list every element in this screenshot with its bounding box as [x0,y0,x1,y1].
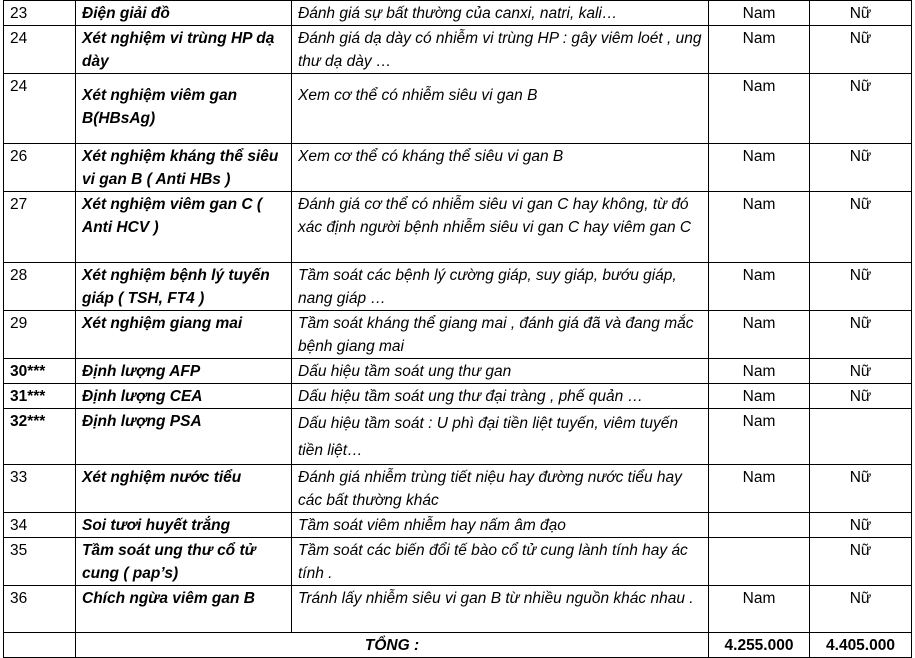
female-cell: Nữ [810,263,912,311]
table-row [4,26,912,74]
test-description: Tầm soát các biến đổi tế bào cổ tử cung lành tính hay ác tính . [292,538,709,586]
test-name: Xét nghiệm giang mai [76,311,292,359]
test-name: Xét nghiệm viêm gan C ( Anti HCV ) [76,192,292,263]
table-row [4,192,912,263]
test-description: Dấu hiệu tầm soát : U phì đại tiền liệt tuyến, viêm tuyến tiền liệt… [292,409,709,465]
female-cell: Nữ [810,384,912,409]
test-name: Định lượng AFP [76,359,292,384]
row-number: 33 [4,465,76,513]
total-row [4,633,912,658]
table-row [4,359,912,384]
test-name: Định lượng PSA [76,409,292,465]
test-name: Xét nghiệm viêm gan B(HBsAg) [76,74,292,144]
female-cell: Nữ [810,586,912,633]
row-number: 26 [4,144,76,192]
test-description: Dấu hiệu tầm soát ung thư đại tràng , phế quản … [292,384,709,409]
table-row [4,384,912,409]
female-cell: Nữ [810,359,912,384]
male-cell: Nam [709,311,810,359]
male-cell: Nam [709,359,810,384]
table-row [4,586,912,633]
table-row [4,74,912,144]
row-number: 36 [4,586,76,633]
male-cell: Nam [709,1,810,26]
row-number: 23 [4,1,76,26]
male-cell: Nam [709,409,810,465]
test-name: Soi tươi huyết trắng [76,513,292,538]
female-cell [810,409,912,465]
test-description: Tầm soát các bệnh lý cường giáp, suy giáp, bướu giáp, nang giáp … [292,263,709,311]
female-cell: Nữ [810,311,912,359]
female-cell: Nữ [810,26,912,74]
row-number: 30*** [4,359,76,384]
total-label: TỔNG : [76,633,709,658]
female-cell: Nữ [810,144,912,192]
row-number: 34 [4,513,76,538]
table-row [4,263,912,311]
female-cell: Nữ [810,192,912,263]
male-cell [709,538,810,586]
row-number: 31*** [4,384,76,409]
test-description: Tầm soát viêm nhiễm hay nấm âm đạo [292,513,709,538]
male-cell: Nam [709,465,810,513]
test-description: Đánh giá sự bất thường của canxi, natri, kali… [292,1,709,26]
row-number: 29 [4,311,76,359]
male-cell: Nam [709,384,810,409]
male-cell: Nam [709,74,810,144]
female-cell: Nữ [810,538,912,586]
female-cell: Nữ [810,74,912,144]
table-row [4,465,912,513]
male-cell: Nam [709,26,810,74]
table-row [4,409,912,465]
male-cell: Nam [709,263,810,311]
test-description: Đánh giá cơ thể có nhiễm siêu vi gan C hay không, từ đó xác định người bệnh nhiễm siêu vi gan C hay viêm gan C [292,192,709,263]
test-description: Xem cơ thể có kháng thể siêu vi gan B [292,144,709,192]
total-female: 4.405.000 [810,633,912,658]
male-cell: Nam [709,586,810,633]
table-row [4,311,912,359]
male-cell: Nam [709,144,810,192]
test-name: Xét nghiệm vi trùng HP dạ dày [76,26,292,74]
test-name: Điện giải đồ [76,1,292,26]
test-description: Đánh giá dạ dày có nhiễm vi trùng HP : gây viêm loét , ung thư dạ dày … [292,26,709,74]
total-blank-cell [4,633,76,658]
test-name: Xét nghiệm kháng thể siêu vi gan B ( Anti HBs ) [76,144,292,192]
test-description: Tầm soát kháng thể giang mai , đánh giá đã và đang mắc bệnh giang mai [292,311,709,359]
table-row [4,538,912,586]
test-description: Đánh giá nhiễm trùng tiết niệu hay đường nước tiểu hay các bất thường khác [292,465,709,513]
female-cell: Nữ [810,513,912,538]
row-number: 24 [4,26,76,74]
row-number: 32*** [4,409,76,465]
test-name: Xét nghiệm bệnh lý tuyến giáp ( TSH, FT4 ) [76,263,292,311]
female-cell: Nữ [810,1,912,26]
female-cell: Nữ [810,465,912,513]
test-description: Xem cơ thể có nhiễm siêu vi gan B [292,74,709,144]
test-name: Xét nghiệm nước tiểu [76,465,292,513]
test-name: Định lượng CEA [76,384,292,409]
test-name: Tầm soát ung thư cổ tử cung ( pap’s) [76,538,292,586]
table-row [4,144,912,192]
test-name: Chích ngừa viêm gan B [76,586,292,633]
price-table [3,0,912,658]
male-cell: Nam [709,192,810,263]
table-row [4,513,912,538]
table-row [4,1,912,26]
row-number: 24 [4,74,76,144]
test-description: Dấu hiệu tầm soát ung thư gan [292,359,709,384]
test-description: Tránh lấy nhiễm siêu vi gan B từ nhiều nguồn khác nhau . [292,586,709,633]
row-number: 35 [4,538,76,586]
row-number: 27 [4,192,76,263]
male-cell [709,513,810,538]
row-number: 28 [4,263,76,311]
total-male: 4.255.000 [709,633,810,658]
